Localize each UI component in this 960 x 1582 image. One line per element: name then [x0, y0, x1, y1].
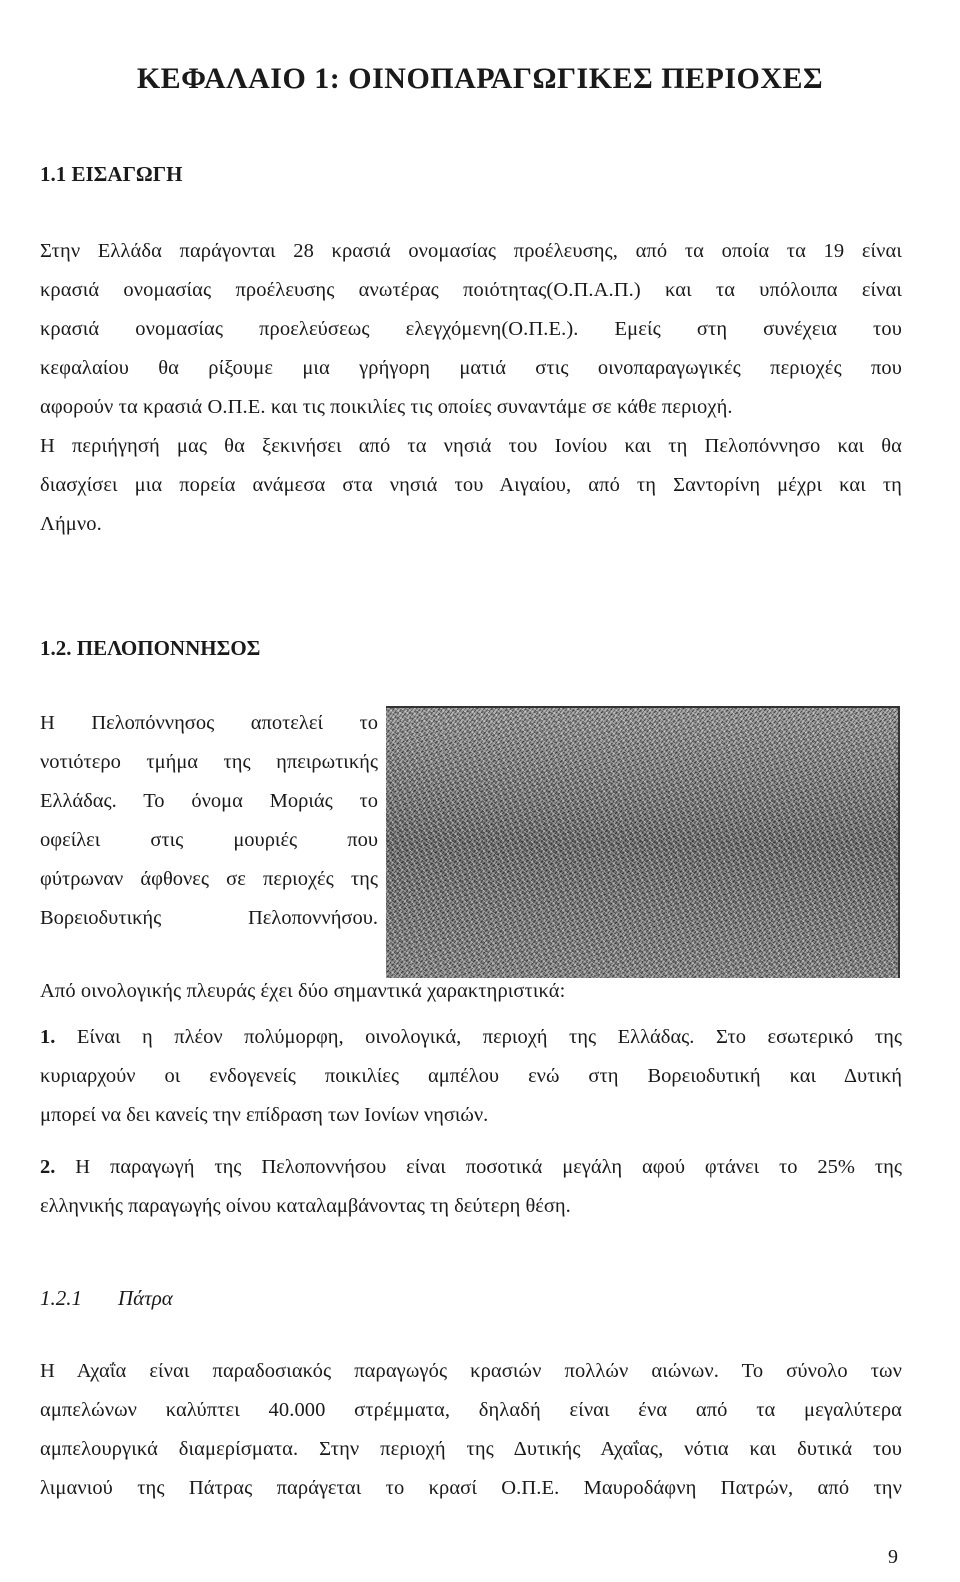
- patra-line: Η Αχαΐα είναι παραδοσιακός παραγωγός κρασιών πολλών αιώνων. Το σύνολο των: [40, 1360, 902, 1382]
- subsection-title: Πάτρα: [118, 1286, 173, 1310]
- list-line: ελληνικής παραγωγής οίνου καταλαμβάνοντας τη δεύτερη θέση.: [40, 1195, 571, 1217]
- intro-line: Στην Ελλάδα παράγονται 28 κρασιά ονομασίας προέλευσης, από τα οποία τα 19 είναι: [40, 240, 902, 262]
- float-line: Ελλάδας. Το όνομα Μοριάς το: [40, 790, 378, 812]
- float-line: νοτιότερο τμήμα της ηπειρωτικής: [40, 751, 378, 773]
- float-line: οφείλει στις μουριές που: [40, 829, 378, 851]
- list-item-2: [40, 1148, 902, 1226]
- intro-line: Λήμνο.: [40, 513, 102, 535]
- patra-line: αμπελώνων καλύπτει 40.000 στρέμματα, δηλαδή είναι ένα από τα μεγαλύτερα: [40, 1399, 902, 1421]
- vineyard-photo: [386, 706, 900, 978]
- peloponnese-float-text: [40, 704, 378, 938]
- subsection-heading-patra: [40, 1286, 173, 1311]
- list-item-1: [40, 1018, 902, 1135]
- section-heading-intro: 1.1 ΕΙΣΑΓΩΓΗ: [40, 162, 183, 186]
- patra-line: λιμανιού της Πάτρας παράγεται το κρασί Ο.Π.Ε. Μαυροδάφνη Πατρών, από την: [40, 1477, 902, 1499]
- after-image-line: Από οινολογικής πλευράς έχει δύο σημαντικά χαρακτηριστικά:: [40, 980, 566, 1002]
- list-number: 1.: [40, 1026, 56, 1048]
- float-line: Η Πελοπόννησος αποτελεί το: [40, 712, 378, 734]
- intro-line: διασχίσει μια πορεία ανάμεσα στα νησιά του Αιγαίου, από τη Σαντορίνη μέχρι και τη: [40, 474, 902, 496]
- patra-paragraph: [40, 1352, 902, 1508]
- section-heading-peloponnese: 1.2. ΠΕΛΟΠΟΝΝΗΣΟΣ: [40, 636, 261, 660]
- intro-line: κρασιά ονομασίας προέλευσης ανωτέρας ποιότητας(Ο.Π.Α.Π.) και τα υπόλοιπα είναι: [40, 279, 902, 301]
- list-line: Η παραγωγή της Πελοποννήσου είναι ποσοτικά μεγάλη αφού φτάνει το 25% της: [55, 1156, 902, 1178]
- patra-line: αμπελουργικά διαμερίσματα. Στην περιοχή της Δυτικής Αχαΐας, νότια και δυτικά του: [40, 1438, 902, 1460]
- intro-line: Η περιήγησή μας θα ξεκινήσει από τα νησιά του Ιονίου και τη Πελοπόννησο και θα: [40, 435, 902, 457]
- chapter-title: ΚΕΦΑΛΑΙΟ 1: ΟΙΝΟΠΑΡΑΓΩΓΙΚΕΣ ΠΕΡΙΟΧΕΣ: [136, 62, 824, 95]
- intro-paragraph: [40, 232, 902, 544]
- subsection-number: 1.2.1: [40, 1286, 82, 1310]
- intro-line: κρασιά ονομασίας προελεύσεως ελεγχόμενη(Ο.Π.Ε.). Εμείς στη συνέχεια του: [40, 318, 902, 340]
- list-line: Είναι η πλέον πολύμορφη, οινολογικά, περιοχή της Ελλάδας. Στο εσωτερικό της: [55, 1026, 902, 1048]
- list-line: κυριαρχούν οι ενδογενείς ποικιλίες αμπέλου ενώ στη Βορειοδυτική και Δυτική: [40, 1065, 902, 1087]
- list-number: 2.: [40, 1156, 56, 1178]
- intro-line: κεφαλαίου θα ρίξουμε μια γρήγορη ματιά στις οινοπαραγωγικές περιοχές που: [40, 357, 902, 379]
- intro-line: αφορούν τα κρασιά Ο.Π.Ε. και τις ποικιλίες τις οποίες συναντάμε σε κάθε περιοχή.: [40, 396, 733, 418]
- page-number: 9: [888, 1546, 898, 1568]
- float-line: Βορειοδυτικής Πελοποννήσου.: [40, 907, 378, 929]
- list-line: μπορεί να δει κανείς την επίδραση των Ιονίων νησιών.: [40, 1104, 489, 1126]
- float-line: φύτρωναν άφθονες σε περιοχές της: [40, 868, 378, 890]
